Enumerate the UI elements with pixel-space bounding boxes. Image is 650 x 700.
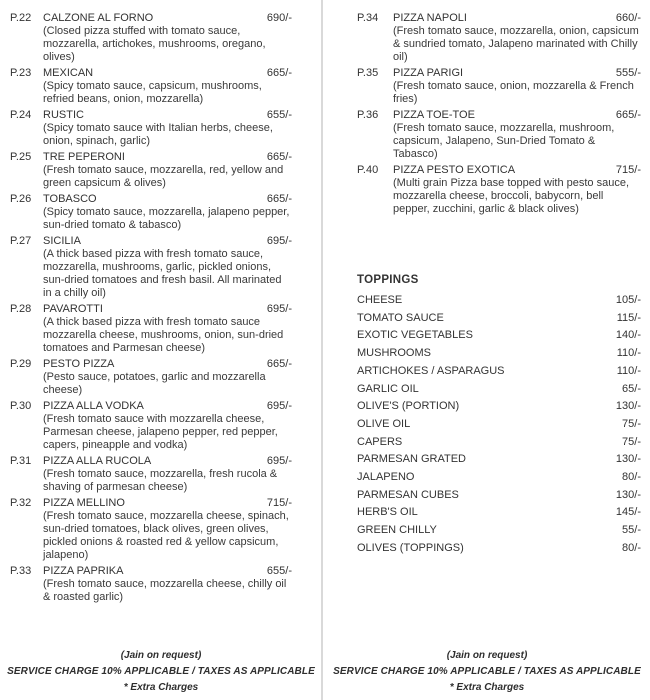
item-name-row [43, 193, 292, 206]
item-code: P.40 [357, 164, 379, 176]
item-code: P.26 [10, 193, 32, 205]
menu-item [10, 235, 292, 300]
item-name: SICILIA [43, 235, 81, 247]
topping-name: TOMATO SAUCE [357, 311, 444, 324]
item-body [43, 358, 292, 397]
topping-row [357, 398, 641, 416]
toppings-list [357, 292, 641, 558]
item-name-row [43, 235, 292, 248]
item-body [43, 303, 292, 355]
topping-name: JALAPENO [357, 471, 415, 484]
item-description: (Fresh tomato sauce, mozzarella, onion, capsicum & sundried tomato, Jalapeno marinated with Chilly oil) [393, 25, 639, 63]
footer-service-charge: SERVICE CHARGE 10% APPLICABLE / TAXES AS APPLICABLE [333, 666, 641, 677]
item-price: 555/- [615, 67, 641, 79]
item-description: (Spicy tomato sauce, capsicum, mushrooms, refried beans, onion, mozzarella) [43, 80, 262, 105]
item-name: PESTO PIZZA [43, 358, 115, 370]
item-code: P.25 [10, 151, 32, 163]
topping-name: OLIVES (TOPPINGS) [357, 541, 464, 554]
topping-name: PARMESAN GRATED [357, 453, 466, 466]
item-name: TOBASCO [43, 193, 97, 205]
topping-row [357, 487, 641, 505]
item-body [393, 12, 641, 64]
item-name: PIZZA ALLA RUCOLA [43, 455, 152, 467]
item-description: (Multi grain Pizza base topped with pesto sauce, mozzarella cheese, broccoli, babycorn, bell pepper, zucchini, garlic & black olives) [393, 177, 630, 215]
item-name-row [393, 67, 641, 80]
topping-row [357, 381, 641, 399]
menu-item [357, 12, 641, 64]
topping-row [357, 327, 641, 345]
item-description: (A thick based pizza with fresh tomato sauce, mozzarella, mushrooms, garlic, pickled onions, sun-dried tomatoes and fresh basil. All marinated in a chilly oil) [43, 248, 282, 299]
item-price: 665/- [266, 193, 292, 205]
item-description: (Fresh tomato sauce, mozzarella cheese, chilly oil & roasted garlic) [43, 578, 287, 603]
topping-price: 80/- [622, 471, 641, 484]
item-price: 715/- [615, 164, 641, 176]
topping-name: OLIVE'S (PORTION) [357, 400, 460, 413]
menu-item [357, 109, 641, 161]
item-body [43, 109, 292, 148]
menu-item [10, 455, 292, 494]
item-code: P.28 [10, 303, 32, 315]
item-name: PAVAROTTI [43, 303, 103, 315]
item-description: (Fresh tomato sauce with mozzarella cheese, Parmesan cheese, jalapeno pepper, red pepper, capers, pineapple and vodka) [43, 413, 278, 451]
item-body [393, 109, 641, 161]
menu-item [10, 12, 292, 64]
item-description: (Closed pizza stuffed with tomato sauce, mozzarella, artichokes, mushrooms, oregano, olives) [43, 25, 266, 63]
topping-row [357, 469, 641, 487]
menu-item [10, 67, 292, 106]
item-name: PIZZA PAPRIKA [43, 565, 124, 577]
footer-jain-note: (Jain on request) [446, 650, 528, 661]
item-price: 695/- [266, 400, 292, 412]
item-code: P.23 [10, 67, 32, 79]
topping-row [357, 504, 641, 522]
topping-row [357, 310, 641, 328]
item-description: (Fresh tomato sauce, mozzarella, mushroom, capsicum, Jalapeno, Sun-Dried Tomato & Tabasco) [393, 122, 615, 160]
item-name: PIZZA TOE-TOE [393, 109, 475, 121]
item-body [43, 565, 292, 604]
topping-name: PARMESAN CUBES [357, 488, 459, 501]
toppings-title: TOPPINGS [357, 274, 419, 286]
menu-item [10, 303, 292, 355]
menu-item [10, 565, 292, 604]
item-body [43, 497, 292, 562]
footer-jain-note: (Jain on request) [120, 650, 202, 661]
item-body [43, 400, 292, 452]
menu-items-left [10, 12, 292, 604]
item-body [43, 235, 292, 300]
topping-row [357, 522, 641, 540]
topping-price: 130/- [615, 453, 641, 466]
item-name: PIZZA ALLA VODKA [43, 400, 144, 412]
menu-item [10, 358, 292, 397]
item-name: PIZZA MELLINO [43, 497, 125, 509]
item-description: (Fresh tomato sauce, mozzarella, red, yellow and green capsicum & olives) [43, 164, 284, 189]
topping-price: 130/- [615, 488, 641, 501]
topping-name: ARTICHOKES / ASPARAGUS [357, 364, 505, 377]
item-name: PIZZA PESTO EXOTICA [393, 164, 516, 176]
item-description: (Spicy tomato sauce with Italian herbs, cheese, onion, spinach, garlic) [43, 122, 273, 147]
item-name-row [43, 109, 292, 122]
item-price: 715/- [266, 497, 292, 509]
item-price: 690/- [266, 12, 292, 24]
menu-item [10, 193, 292, 232]
item-price: 665/- [266, 67, 292, 79]
topping-price: 75/- [622, 435, 641, 448]
item-code: P.29 [10, 358, 32, 370]
item-description: (Pesto sauce, potatoes, garlic and mozzarella cheese) [43, 371, 266, 396]
item-price: 695/- [266, 303, 292, 315]
item-name-row [43, 497, 292, 510]
item-name-row [43, 455, 292, 468]
menu-column-right [357, 12, 641, 558]
item-code: P.27 [10, 235, 32, 247]
topping-price: 140/- [615, 329, 641, 342]
menu-item [10, 109, 292, 148]
topping-name: CHEESE [357, 294, 403, 306]
item-description: (A thick based pizza with fresh tomato sauce mozzarella cheese, mushrooms, onion, sun-dried tomatoes and Parmesan cheese) [43, 316, 284, 354]
topping-name: GARLIC OIL [357, 382, 419, 395]
item-price: 665/- [266, 151, 292, 163]
topping-name: HERB'S OIL [357, 506, 418, 519]
topping-price: 110/- [616, 364, 641, 377]
footer-service-charge: SERVICE CHARGE 10% APPLICABLE / TAXES AS APPLICABLE [7, 666, 315, 677]
item-price: 660/- [615, 12, 641, 24]
topping-name: EXOTIC VEGETABLES [357, 329, 473, 342]
item-code: P.36 [357, 109, 379, 121]
item-price: 655/- [266, 565, 292, 577]
item-price: 695/- [266, 235, 292, 247]
menu-item [357, 164, 641, 216]
item-name-row [43, 565, 292, 578]
item-price: 665/- [615, 109, 641, 121]
item-code: P.24 [10, 109, 32, 121]
menu-item [10, 151, 292, 190]
menu-column-left [10, 12, 292, 607]
item-description: (Fresh tomato sauce, onion, mozzarella & French fries) [393, 80, 634, 105]
item-body [393, 164, 641, 216]
item-code: P.32 [10, 497, 32, 509]
topping-row [357, 345, 641, 363]
item-name: PIZZA NAPOLI [393, 12, 467, 24]
item-code: P.22 [10, 12, 32, 24]
item-code: P.35 [357, 67, 379, 79]
item-name-row [43, 12, 292, 25]
topping-row [357, 451, 641, 469]
item-name-row [43, 151, 292, 164]
item-body [43, 12, 292, 64]
item-code: P.30 [10, 400, 32, 412]
menu-item [10, 400, 292, 452]
item-name-row [393, 12, 641, 25]
topping-price: 115/- [616, 311, 641, 324]
menu-items-right [357, 12, 641, 216]
topping-row [357, 540, 641, 558]
item-name: CALZONE AL FORNO [43, 12, 154, 24]
topping-price: 75/- [622, 417, 641, 430]
item-body [393, 67, 641, 106]
column-divider [321, 0, 323, 700]
topping-row [357, 292, 641, 310]
topping-price: 110/- [616, 347, 641, 360]
item-price: 665/- [266, 358, 292, 370]
menu-item [10, 497, 292, 562]
topping-price: 55/- [622, 524, 641, 537]
item-name-row [393, 109, 641, 122]
topping-row [357, 434, 641, 452]
item-name-row [43, 400, 292, 413]
item-code: P.33 [10, 565, 32, 577]
item-name: PIZZA PARIGI [393, 67, 464, 79]
item-description: (Fresh tomato sauce, mozzarella cheese, spinach, sun-dried tomatoes, black olives, green olives, pickled onions & roasted red & yellow capsicum, jalapeno) [43, 510, 289, 561]
item-code: P.34 [357, 12, 379, 24]
topping-row [357, 363, 641, 381]
item-name-row [43, 67, 292, 80]
footer-extra-charges: * Extra Charges [123, 682, 199, 693]
item-name: MEXICAN [43, 67, 94, 79]
topping-name: OLIVE OIL [357, 417, 411, 430]
topping-price: 105/- [615, 294, 641, 306]
topping-price: 145/- [615, 506, 641, 519]
item-name-row [43, 303, 292, 316]
item-price: 695/- [266, 455, 292, 467]
item-name-row [43, 358, 292, 371]
item-description: (Fresh tomato sauce, mozzarella, fresh rucola & shaving of parmesan cheese) [43, 468, 278, 493]
topping-price: 130/- [615, 400, 641, 413]
toppings-section [357, 273, 641, 558]
item-name-row [393, 164, 641, 177]
topping-price: 65/- [622, 382, 641, 395]
item-price: 655/- [266, 109, 292, 121]
topping-price: 80/- [622, 541, 641, 554]
item-body [43, 67, 292, 106]
topping-name: CAPERS [357, 435, 403, 448]
item-name: RUSTIC [43, 109, 84, 121]
topping-row [357, 416, 641, 434]
topping-name: GREEN CHILLY [357, 524, 437, 537]
footer-right [324, 648, 650, 696]
item-body [43, 455, 292, 494]
item-name: TRE PEPERONI [43, 151, 125, 163]
footer-extra-charges: * Extra Charges [449, 682, 525, 693]
item-description: (Spicy tomato sauce, mozzarella, jalapeno pepper, sun-dried tomato & tabasco) [43, 206, 290, 231]
item-code: P.31 [10, 455, 32, 467]
menu-item [357, 67, 641, 106]
item-body [43, 193, 292, 232]
footer-left [0, 648, 322, 696]
topping-name: MUSHROOMS [357, 347, 431, 360]
item-body [43, 151, 292, 190]
